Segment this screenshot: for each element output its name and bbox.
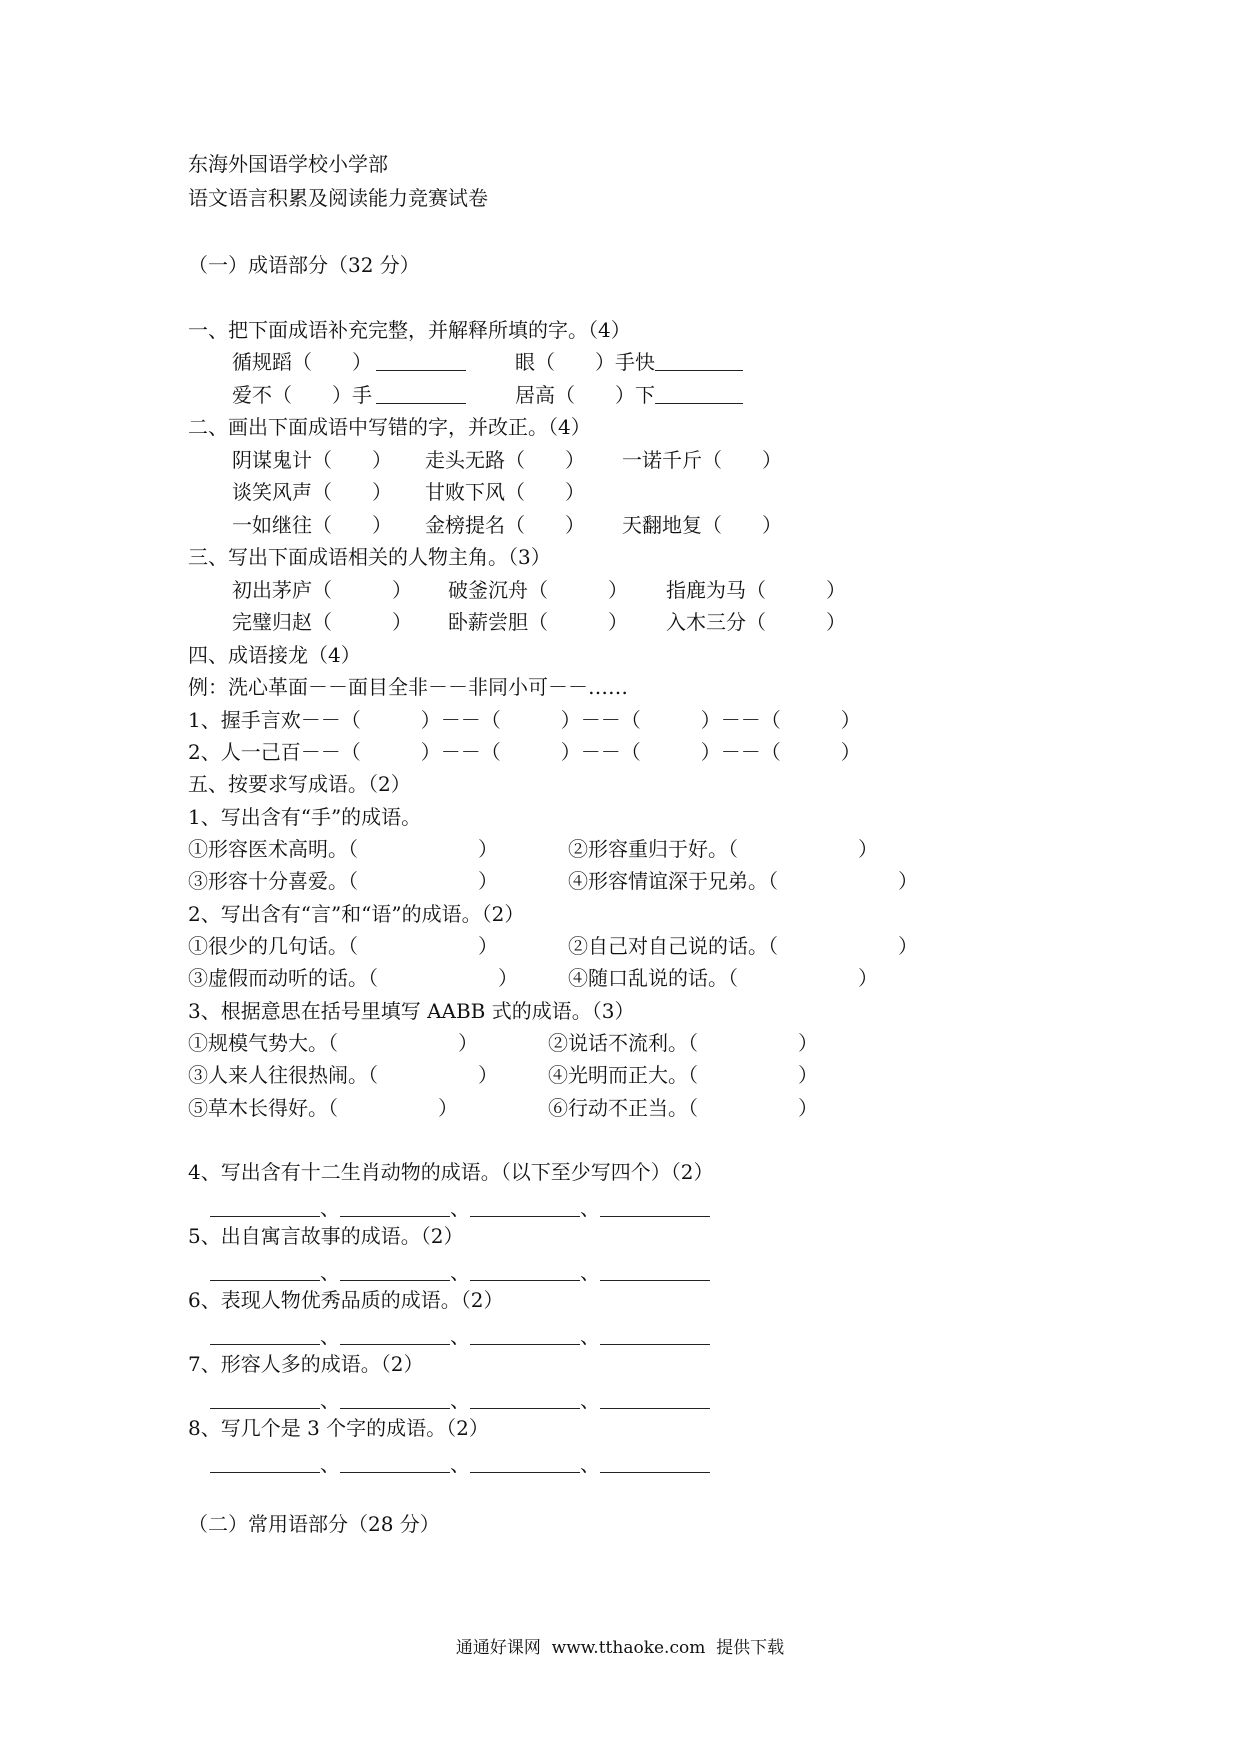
q1-stem: 一、把下面成语补充完整，并解释所填的字。（4） — [188, 318, 631, 342]
answer-blank[interactable] — [470, 1390, 580, 1409]
q5-part5: 5、出自寓言故事的成语。（2） — [188, 1224, 464, 1248]
q2-item: 一诺千斤（ ） — [622, 448, 782, 472]
answer-blank[interactable] — [470, 1326, 580, 1345]
answer-blank[interactable] — [600, 1262, 710, 1281]
q2-item: 天翻地复（ ） — [622, 513, 782, 537]
q3-item: 入木三分（ ） — [666, 610, 846, 634]
q5-part1: 1、写出含有“手”的成语。 — [188, 805, 422, 829]
q5-item: ①很少的几句话。（ ） — [188, 934, 498, 958]
q3-item: 卧薪尝胆（ ） — [448, 610, 628, 634]
q5-item: ⑤草木长得好。（ ） — [188, 1096, 458, 1120]
answer-blank[interactable] — [376, 352, 466, 371]
q5-item: ②形容重归于好。（ ） — [568, 837, 878, 861]
answer-blank[interactable] — [340, 1262, 450, 1281]
q4-line-2: 2、人一己百－－（ ）－－（ ）－－（ ）－－（ ） — [188, 740, 861, 764]
q3-stem: 三、写出下面成语相关的人物主角。（3） — [188, 545, 551, 569]
section2-title: （二）常用语部分（28 分） — [188, 1512, 440, 1536]
q2-item: 阴谋鬼计（ ） — [232, 448, 392, 472]
q4-line-1: 1、握手言欢－－（ ）－－（ ）－－（ ）－－（ ） — [188, 708, 861, 732]
footer-credit: 通通好课网 www.tthaoke.com 提供下载 — [455, 1638, 785, 1658]
section1-title: （一）成语部分（32 分） — [188, 253, 420, 277]
answer-row: 、 、 、 — [210, 1192, 710, 1221]
q4-example: 例：洗心革面－－面目全非－－非同小可－－…… — [188, 675, 628, 699]
answer-blank[interactable] — [600, 1326, 710, 1345]
answer-blank[interactable] — [470, 1262, 580, 1281]
q5-item: ⑥行动不正当。（ ） — [548, 1096, 818, 1120]
q5-item: ③形容十分喜爱。（ ） — [188, 869, 498, 893]
answer-blank[interactable] — [210, 1326, 320, 1345]
q3-item: 完璧归赵（ ） — [232, 610, 412, 634]
q5-item: ④形容情谊深于兄弟。（ ） — [568, 869, 918, 893]
answer-blank[interactable] — [210, 1390, 320, 1409]
q3-item: 初出茅庐（ ） — [232, 578, 412, 602]
answer-blank[interactable] — [210, 1262, 320, 1281]
q1-item-c — [232, 383, 466, 407]
exam-title: 语文语言积累及阅读能力竞赛试卷 — [188, 186, 488, 210]
q5-item: ①规模气势大。（ ） — [188, 1031, 478, 1055]
answer-blank[interactable] — [470, 1198, 580, 1217]
q5-item: ③虚假而动听的话。（ ） — [188, 966, 518, 990]
answer-row: 、 、 、 — [210, 1448, 710, 1477]
q2-item: 走头无路（ ） — [425, 448, 585, 472]
q5-item: ②说话不流利。（ ） — [548, 1031, 818, 1055]
q5-item: ④随口乱说的话。（ ） — [568, 966, 878, 990]
q4-stem: 四、成语接龙（4） — [188, 643, 361, 667]
q5-item: ②自己对自己说的话。（ ） — [568, 934, 918, 958]
q5-part7: 7、形容人多的成语。（2） — [188, 1352, 424, 1376]
q1-item-b — [515, 350, 743, 374]
q5-part8: 8、写几个是 3 个字的成语。（2） — [188, 1416, 489, 1440]
q2-item: 甘败下风（ ） — [425, 480, 585, 504]
q1-item-d-text: 居高（ ）下 — [515, 383, 655, 407]
q3-item: 指鹿为马（ ） — [666, 578, 846, 602]
answer-blank[interactable] — [376, 385, 466, 404]
answer-blank[interactable] — [210, 1454, 320, 1473]
q5-item: ①形容医术高明。（ ） — [188, 837, 498, 861]
q5-part4: 4、写出含有十二生肖动物的成语。（以下至少写四个）（2） — [188, 1160, 714, 1184]
q2-stem: 二、画出下面成语中写错的字，并改正。（4） — [188, 415, 591, 439]
q5-stem: 五、按要求写成语。（2） — [188, 772, 411, 796]
q2-item: 金榜提名（ ） — [425, 513, 585, 537]
q3-item: 破釜沉舟（ ） — [448, 578, 628, 602]
q5-part2: 2、写出含有“言”和“语”的成语。（2） — [188, 902, 525, 926]
answer-blank[interactable] — [655, 385, 743, 404]
school-name: 东海外国语学校小学部 — [188, 152, 388, 176]
answer-blank[interactable] — [470, 1454, 580, 1473]
q5-part3: 3、根据意思在括号里填写 AABB 式的成语。（3） — [188, 999, 635, 1023]
answer-blank[interactable] — [600, 1198, 710, 1217]
q1-item-b-text: 眼（ ）手快 — [515, 350, 655, 374]
answer-blank[interactable] — [340, 1390, 450, 1409]
q5-item: ③人来人往很热闹。（ ） — [188, 1063, 498, 1087]
q1-item-a-text: 循规蹈（ ） — [232, 350, 372, 374]
q1-item-c-text: 爱不（ ）手 — [232, 383, 372, 407]
answer-blank[interactable] — [340, 1326, 450, 1345]
q5-part6: 6、表现人物优秀品质的成语。（2） — [188, 1288, 504, 1312]
q1-item-d — [515, 383, 743, 407]
answer-blank[interactable] — [655, 352, 743, 371]
answer-blank[interactable] — [600, 1390, 710, 1409]
answer-row: 、 、 、 — [210, 1384, 710, 1413]
answer-blank[interactable] — [600, 1454, 710, 1473]
answer-blank[interactable] — [340, 1454, 450, 1473]
q1-item-a — [232, 350, 466, 374]
answer-row: 、 、 、 — [210, 1256, 710, 1285]
answer-row: 、 、 、 — [210, 1320, 710, 1349]
q5-item: ④光明而正大。（ ） — [548, 1063, 818, 1087]
q2-item: 谈笑风声（ ） — [232, 480, 392, 504]
answer-blank[interactable] — [210, 1198, 320, 1217]
q2-item: 一如继往（ ） — [232, 513, 392, 537]
answer-blank[interactable] — [340, 1198, 450, 1217]
